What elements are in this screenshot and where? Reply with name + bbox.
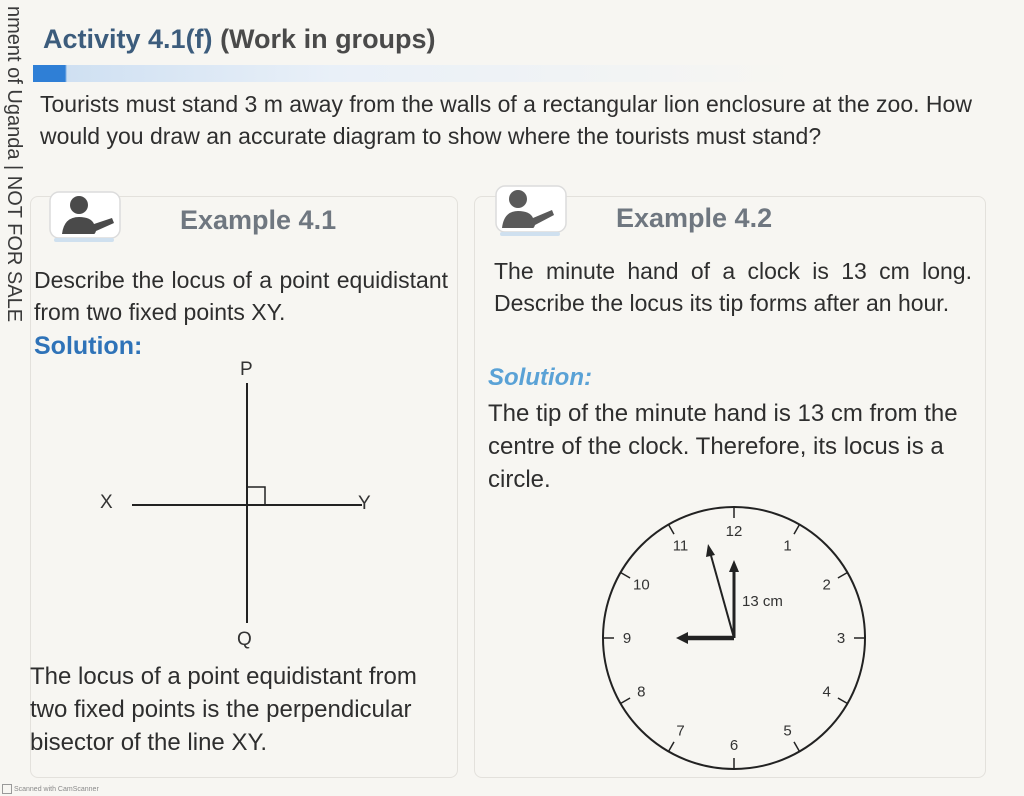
label-q: Q xyxy=(237,629,252,650)
clock-tick xyxy=(669,742,675,752)
clock-number: 5 xyxy=(783,722,792,740)
example-4-1-question: Describe the locus of a point equidistant from two fixed points XY. xyxy=(34,267,448,325)
clock-number: 12 xyxy=(725,523,743,540)
activity-subtitle: (Work in groups) xyxy=(220,24,436,54)
teacher-pointing-icon xyxy=(48,188,124,244)
activity-title: Activity 4.1(f) xyxy=(43,24,213,54)
activity-text: Tourists must stand 3 m away from the walls of a rectangular lion enclosure at the zoo. How would you draw an accurate diagram to show where the tourists must stand? xyxy=(40,91,972,149)
clock-number: 9 xyxy=(622,630,632,647)
clock-tick xyxy=(621,698,631,704)
second-hand xyxy=(710,552,734,638)
teacher-pointing-icon xyxy=(494,182,570,238)
clock-diagram xyxy=(580,480,900,780)
side-margin-label: nment of Uganda | NOT FOR SALE xyxy=(3,6,25,323)
scanner-mark-text: Scanned with CamScanner xyxy=(13,785,99,793)
clock-number: 4 xyxy=(822,683,831,701)
minute-hand-arrowhead xyxy=(729,560,739,572)
right-angle-mark xyxy=(247,487,265,505)
clock-number: 3 xyxy=(836,630,846,647)
example-4-1-solution-label: Solution: xyxy=(34,332,143,360)
example-4-2-question: The minute hand of a clock is 13 cm long. Describe the locus its tip forms after an hour. xyxy=(494,258,972,316)
example-4-2-solution-text: The tip of the minute hand is 13 cm from the centre of the clock. Therefore, its locus is a circle. xyxy=(488,400,958,493)
clock-tick xyxy=(621,573,631,579)
perpendicular-bisector-diagram xyxy=(90,355,410,655)
clock-tick xyxy=(669,525,675,535)
clock-number: 6 xyxy=(729,737,739,754)
clock-number: 7 xyxy=(676,722,685,740)
example-4-2-solution-label: Solution: xyxy=(488,364,592,391)
label-p: P xyxy=(240,359,253,380)
example-4-1-conclusion: The locus of a point equidistant from two fixed points is the perpendicular bisector of the line XY. xyxy=(30,663,417,756)
clock-number: 2 xyxy=(822,576,831,594)
activity-heading xyxy=(43,24,436,55)
clock-tick xyxy=(794,742,800,752)
clock-number: 1 xyxy=(783,537,792,555)
clock-number: 11 xyxy=(672,537,689,555)
clock-tick xyxy=(838,573,848,579)
hour-hand-arrowhead xyxy=(676,632,688,644)
clock-number: 8 xyxy=(637,683,646,701)
scanner-watermark xyxy=(2,784,99,794)
second-hand-arrowhead xyxy=(706,544,715,557)
radius-label: 13 cm xyxy=(742,593,783,610)
label-x: X xyxy=(100,492,113,513)
label-y: Y xyxy=(358,493,371,514)
example-4-1-title: Example 4.1 xyxy=(180,205,337,235)
clock-tick xyxy=(794,525,800,535)
activity-title-bar xyxy=(33,65,793,82)
clock-tick xyxy=(838,698,848,704)
clock-number: 10 xyxy=(632,576,650,594)
example-4-2-title: Example 4.2 xyxy=(616,203,773,233)
scanner-mark-icon xyxy=(2,784,12,794)
